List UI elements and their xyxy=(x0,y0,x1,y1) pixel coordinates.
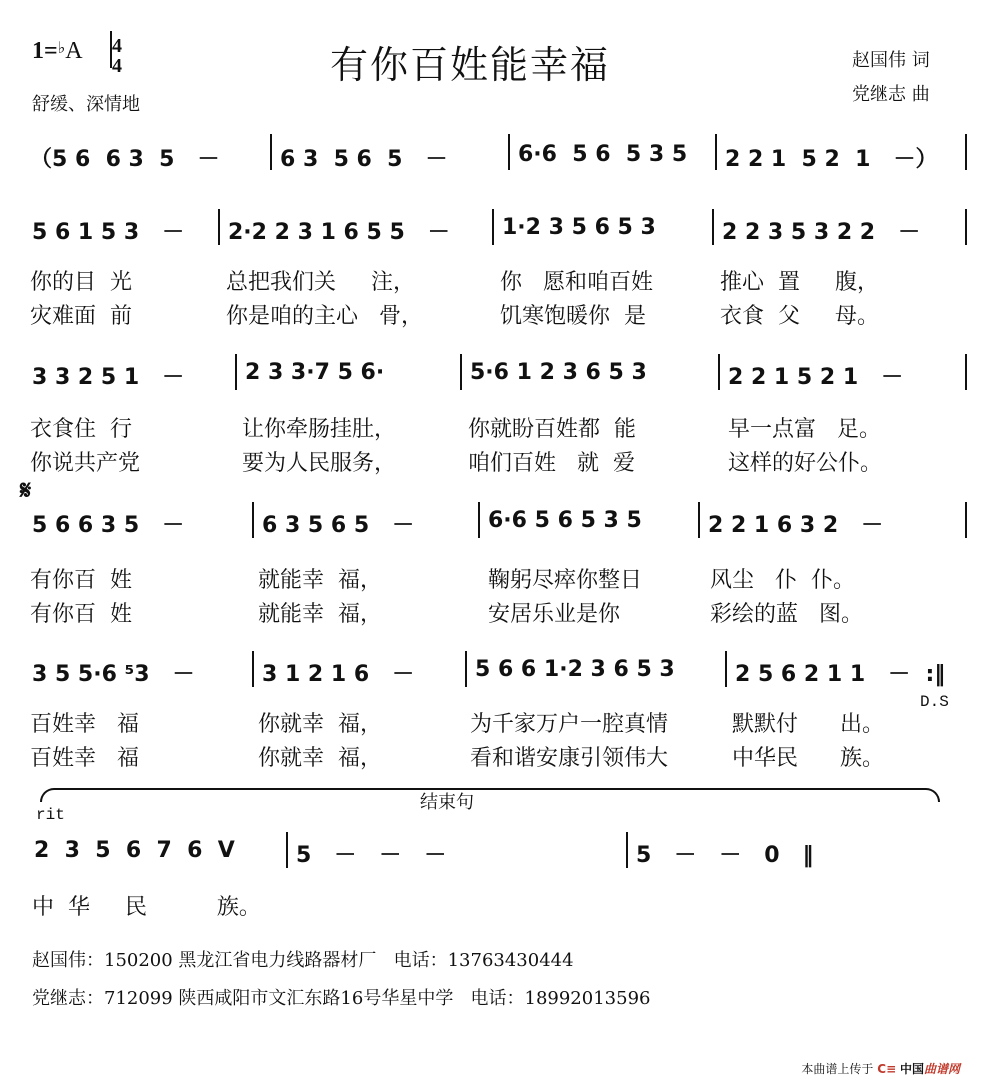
lyric-v1-m4: 早一点富 足。 xyxy=(728,417,881,442)
dal-segno-marking: D.S xyxy=(920,693,949,711)
lyric-v2-m4: 中华民 族。 xyxy=(732,746,884,771)
lyric-v1-m1: 衣食住 行 xyxy=(30,417,132,442)
lyric-v2-m2: 你就幸 福， xyxy=(258,746,382,771)
measure-1: 5 6 6 3 5 － xyxy=(32,513,185,538)
measure-2: 2 3 3·7 5 6· xyxy=(245,360,385,385)
segno-icon: 𝄋 xyxy=(20,476,32,506)
upload-text: 本曲谱上传于 xyxy=(801,1062,874,1076)
barline xyxy=(626,832,628,868)
meter-top: 4 xyxy=(112,35,122,57)
measure-2: 6 3 5 6 5 － xyxy=(280,147,448,172)
barline xyxy=(715,134,717,170)
lyric-v1-m3: 你 愿和咱百姓 xyxy=(500,270,653,295)
notation-line xyxy=(30,140,970,180)
contact-composer: 党继志：712099 陕西咸阳市文汇东路16号华星中学 电话：18992013596 xyxy=(32,988,651,1009)
lyric-v2-m1: 有你百 姓 xyxy=(30,602,132,627)
lyric-v2-m4: 这样的好公仆。 xyxy=(728,451,883,476)
lyric-v1-m3: 你就盼百姓都 能 xyxy=(468,417,636,442)
measure-2: 3 1 2 1 6 － xyxy=(262,662,415,687)
lyric-v2-m3: 安居乐业是你 xyxy=(488,602,621,627)
measure-4: 2 2 1 6 3 2 － xyxy=(708,513,884,538)
lyric-v1-m2: 总把我们关 注， xyxy=(226,270,415,295)
barline xyxy=(725,651,727,687)
measure-4: 2 2 3 5 3 2 2 － xyxy=(722,220,921,245)
lyric-v2-m1: 你说共产党 xyxy=(30,451,141,476)
lyric-v1-m2: 就能幸 福， xyxy=(258,568,382,593)
lyric-v1-m3: 鞠躬尽瘁你整日 xyxy=(488,568,643,593)
measure-3: 5 － － 0 ‖ xyxy=(636,843,814,868)
notation-line xyxy=(30,508,970,548)
notation-line xyxy=(30,838,970,878)
barline xyxy=(465,651,467,687)
barline xyxy=(965,354,967,390)
lyric-v2-m2: 你是咱的主心 骨， xyxy=(226,304,423,329)
lyric-v2-m4: 彩绘的蓝 图。 xyxy=(710,602,863,627)
lyric-v2-m3: 看和谐安康引领伟大 xyxy=(470,746,669,771)
key-note: A xyxy=(65,38,83,64)
site-name-part2[interactable]: 曲谱网 xyxy=(923,1062,960,1076)
composer-credit: 党继志 曲 xyxy=(852,84,930,105)
lyric-v1-m1: 你的目 光 xyxy=(30,270,132,295)
measure-1: 2 3 5 6 7 6 V xyxy=(34,838,235,863)
flat-icon: ♭ xyxy=(57,40,66,57)
barline xyxy=(478,502,480,538)
measure-3: 5 6 6 1·2 3 6 5 3 xyxy=(475,657,675,682)
ending-bracket xyxy=(40,788,940,802)
lyricist-credit: 赵国伟 词 xyxy=(852,50,930,71)
lyric-v2-m4: 衣食 父 母。 xyxy=(720,304,879,329)
barline xyxy=(718,354,720,390)
measure-2: 5 － － － xyxy=(296,843,447,868)
barline xyxy=(712,209,714,245)
barline xyxy=(508,134,510,170)
time-signature xyxy=(110,36,124,76)
song-title: 有你百姓能幸福 xyxy=(330,43,611,87)
measure-2: 2·2 2 3 1 6 5 5 － xyxy=(228,220,450,245)
meter-bottom: 4 xyxy=(112,55,122,77)
barline xyxy=(286,832,288,868)
ending-label: 结束句 xyxy=(420,792,474,813)
barline xyxy=(965,134,967,170)
measure-3: 6·6 5 6 5 3 5 xyxy=(518,142,688,167)
notation-line xyxy=(30,657,970,697)
barline xyxy=(252,502,254,538)
lyric-v2-m1: 百姓幸 福 xyxy=(30,746,139,771)
barline xyxy=(965,502,967,538)
measure-3: 5·6 1 2 3 6 5 3 xyxy=(470,360,647,385)
measure-4: 2 2 1 5 2 1 －） xyxy=(725,147,938,172)
lyric-v2-m3: 饥寒饱暖你 是 xyxy=(500,304,646,329)
site-logo-icon: C≡ xyxy=(877,1062,897,1076)
lyric-v2-m2: 要为人民服务， xyxy=(242,451,397,476)
measure-4: 2 5 6 2 1 1 － :‖ xyxy=(735,662,946,687)
notation-line xyxy=(30,215,970,255)
barline xyxy=(965,209,967,245)
notation-line xyxy=(30,360,970,400)
measure-1: 3 5 5·6 ⁵3 － xyxy=(32,662,195,687)
measure-1: （5 6 6 3 5 － xyxy=(30,147,220,172)
lyric-v1-m2: 让你牵肠挂肚， xyxy=(242,417,397,442)
tempo-marking: 舒缓、深情地 xyxy=(32,94,140,115)
barline xyxy=(492,209,494,245)
lyric-v2-m3: 咱们百姓 就 爱 xyxy=(468,451,635,476)
lyric-v1-m4: 默默付 出。 xyxy=(732,712,884,737)
lyric-v2-m2: 就能幸 福， xyxy=(258,602,382,627)
measure-4: 2 2 1 5 2 1 － xyxy=(728,365,904,390)
key-signature xyxy=(32,38,83,65)
contact-lyricist: 赵国伟：150200 黑龙江省电力线路器材厂 电话：13763430444 xyxy=(32,950,574,971)
barline xyxy=(698,502,700,538)
measure-3: 1·2 3 5 6 5 3 xyxy=(502,215,656,240)
barline xyxy=(270,134,272,170)
lyric-v1-m1: 有你百 姓 xyxy=(30,568,132,593)
lyric-v1-m1: 百姓幸 福 xyxy=(30,712,139,737)
rit-marking: rit xyxy=(36,806,65,824)
measure-1: 5 6 1 5 3 － xyxy=(32,220,185,245)
measure-3: 6·6 5 6 5 3 5 xyxy=(488,508,642,533)
lyric-v1-m2: 你就幸 福， xyxy=(258,712,382,737)
meter-divider xyxy=(110,31,112,68)
barline xyxy=(218,209,220,245)
measure-2: 6 3 5 6 5 － xyxy=(262,513,415,538)
barline xyxy=(252,651,254,687)
lyric-v2-m1: 灾难面 前 xyxy=(30,304,132,329)
barline xyxy=(460,354,462,390)
barline xyxy=(235,354,237,390)
lyric-v1-m4: 推心 置 腹， xyxy=(720,270,879,295)
measure-1: 3 3 2 5 1 － xyxy=(32,365,185,390)
lyric-v1-ending: 中 华 民 族。 xyxy=(32,895,261,920)
lyric-v1-m3: 为千家万户一腔真情 xyxy=(470,712,669,737)
key-prefix: 1= xyxy=(32,38,58,64)
site-name-part1[interactable]: 中国 xyxy=(899,1062,924,1076)
upload-footer xyxy=(801,1060,960,1077)
lyric-v1-m4: 风尘 仆 仆。 xyxy=(710,568,855,593)
